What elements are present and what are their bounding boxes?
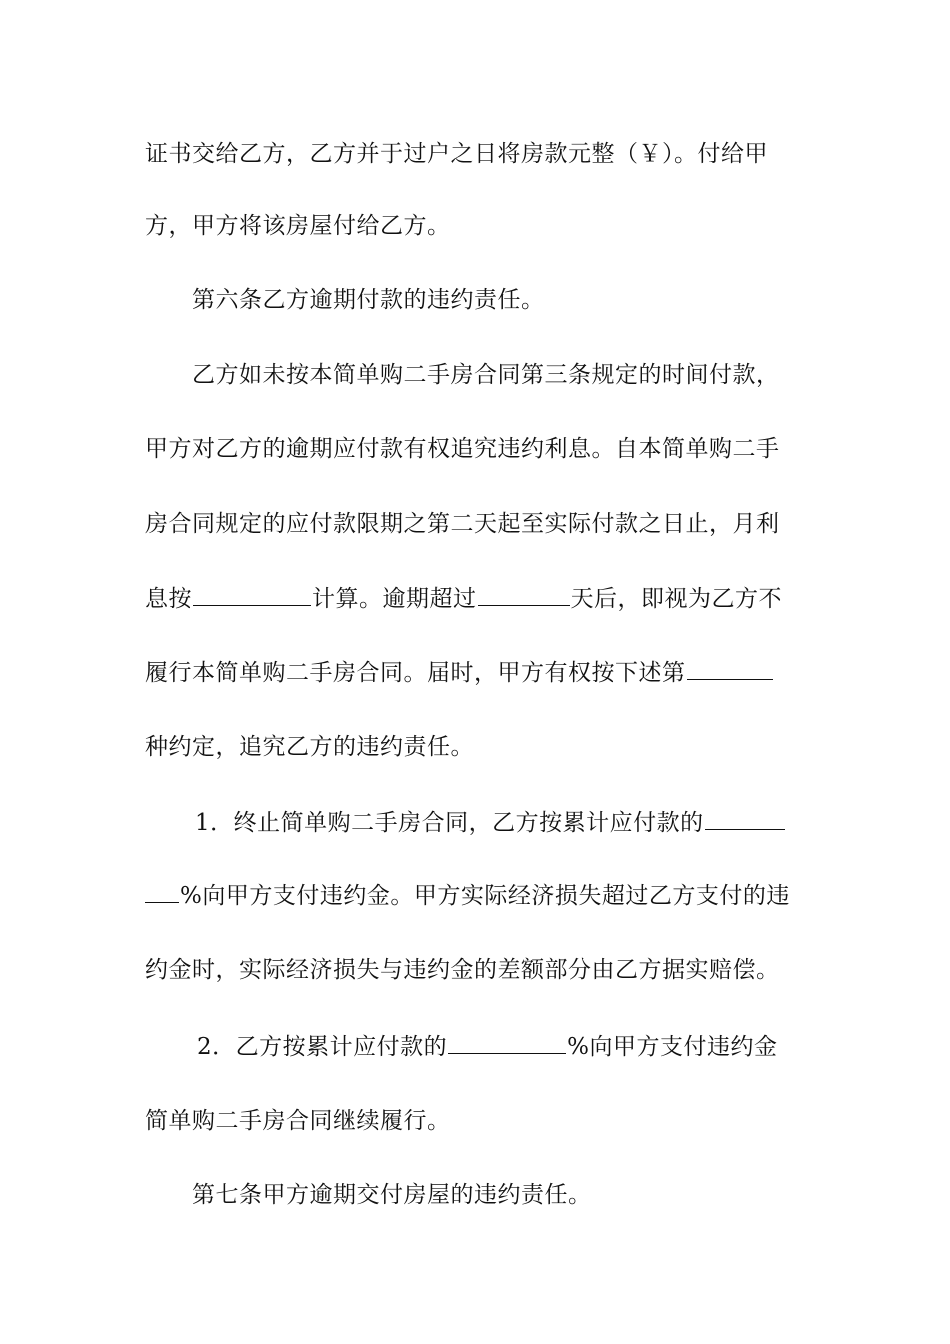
paragraph-line (145, 876, 807, 916)
text-segment: 1．终止简单购二手房合同，乙方按累计应付款的 (195, 810, 704, 836)
paragraph-line: 约金时，实际经济损失与违约金的差额部分由乙方据实赔偿。 (145, 957, 780, 983)
paragraph-line: 方，甲方将该房屋付给乙方。 (145, 213, 451, 239)
blank-field (448, 1027, 566, 1054)
text-segment: 天后，即视为乙方不 (570, 586, 782, 612)
paragraph-line (145, 579, 807, 619)
paragraph-line: 甲方对乙方的逾期应付款有权追究违约利息。自本简单购二手 (145, 436, 780, 462)
article-heading: 第七条甲方逾期交付房屋的违约责任。 (192, 1182, 592, 1208)
text-segment: 履行本简单购二手房合同。届时，甲方有权按下述第 (145, 660, 686, 686)
paragraph-line: 简单购二手房合同继续履行。 (145, 1108, 451, 1134)
paragraph-line: 种约定，追究乙方的违约责任。 (145, 734, 474, 760)
text-segment: 计算。逾期超过 (312, 586, 477, 612)
paragraph-line (145, 653, 807, 693)
text-segment: 2．乙方按累计应付款的 (197, 1034, 448, 1060)
list-item-2 (197, 1027, 807, 1067)
text-segment: 息按 (145, 586, 192, 612)
text-segment: %向甲方支付违约金。甲方实际经济损失超过乙方支付的违 (180, 883, 790, 909)
blank-field (193, 579, 311, 606)
blank-field (145, 876, 179, 903)
blank-field (478, 579, 570, 606)
list-item-1 (195, 803, 807, 843)
blank-field (705, 803, 785, 830)
text-segment: %向甲方支付违约金 (567, 1034, 778, 1060)
article-heading: 第六条乙方逾期付款的违约责任。 (192, 287, 545, 313)
paragraph-line: 房合同规定的应付款限期之第二天起至实际付款之日止，月利 (145, 511, 780, 537)
paragraph-line: 证书交给乙方，乙方并于过户之日将房款元整（￥）。付给甲 (145, 141, 768, 167)
blank-field (687, 653, 773, 680)
paragraph-line: 乙方如未按本简单购二手房合同第三条规定的时间付款， (192, 362, 780, 388)
